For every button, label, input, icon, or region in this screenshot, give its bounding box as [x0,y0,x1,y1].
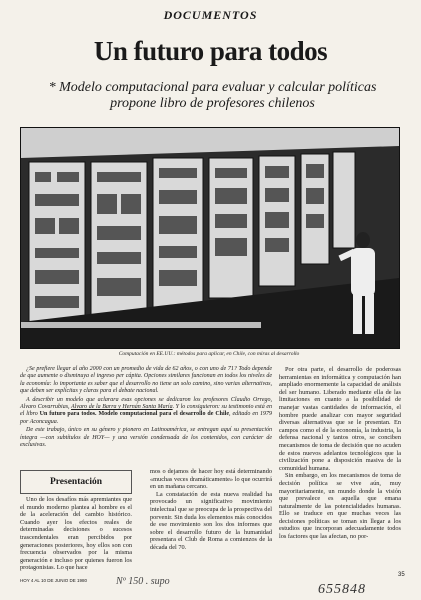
intro-paragraph-2 [20,397,272,427]
col1-paragraph: Uno de los desafíos más apremiantes que el mundo moderno plantea al hombre es el de la aceleración del cambio histórico. Cuando ayer los efectos reales de determinadas decisiones o sucesos trascendentales eran percibidos por generaciones posteriores, hoy ellos son con frecuencia observados por la misma generación e incluso por quienes fueron los protagonistas. Lo que hace [20,496,132,572]
computer-room-photo [20,127,400,349]
col3-paragraph-1: Por otra parte, el desarrollo de poderosas herramientas en informática y computación han ampliado enormemente la capacidad de análisis del ser humano. Liberado mediante ella de las limitaciones en cuanto a la posibilidad de manejar vastas cantidades de información, el hombre puede analizar con mayor seguridad diversas alternativas que se le presentan. En campos como el de la economía, la industria, la defensa nacional y tantos otros, se conciben mecanismos de toma de decisión que no acuden de estos nuevos adelantos tecnológicos que la civilización pone a disposición masiva de la comunidad humana. [279,366,401,472]
intro-text-2b: . Y lo consiguieron: su testimonio está en el libro [20,404,272,418]
column-1 [20,496,132,572]
section-heading-box: Presentación [20,470,132,494]
column-2 [150,468,272,552]
photo-illustration [21,128,399,348]
column-3 [279,366,401,541]
col2-paragraph-2: La constatación de esta nueva realidad ha provocado un significativo movimiento intelectual que se preocupa de la prospectiva del porvenir. Sin duda los elementos más conocidos de ese movimiento son los dos informes que sobre el desarrollo futuro de la humanidad presentara el Club de Roma a comienzos de la década del 70. [150,490,272,551]
book-title: Un futuro para todos. Modelo computacional para el desarrollo de Chile [39,411,229,418]
col3-paragraph-2: Sin embargo, en los mecanismos de toma de decisión política se vive aún, muy mayoritariamente, un mundo donde la visión que prevalece es aquella que emana naturalmente de las potencialidades humanas. Ello se traduce en que muchas veces las decisiones políticas se toman sin llegar a los estudios que incorporan adecuadamente todos los factores que las afectan, no por- [279,472,401,541]
intro-block [20,366,272,450]
page-title: Un futuro para todos [93,36,328,66]
section-kicker: DOCUMENTOS [163,8,258,22]
intro-paragraph-3 [20,427,272,449]
intro-text-2c: , editado en 1979 por Aconcagua. [20,411,272,425]
intro-authors: Alvaro de la Barra y Hernán Santa María [71,404,173,411]
subtitle: * Modelo computacional para evaluar y calcular políticas propone libro de profesores chilenos [48,80,377,111]
col2-paragraph-1: mos o dejamos de hacer hoy está determinando «muchas veces dramáticamente» lo que ocurrirá en un mañana cercano. [150,468,272,491]
intro-text-1: ¿Se prefiere llegar al año 2000 con un promedio de vida de 62 años, o con uno de 71? Todo depende de que aumente o disminuya el ingreso per cápita. Opciones similares funcionan en todos los niveles de la economía: lo importante es saber que el desarrollo no tiene un solo camino, sino varias alternativas, que deben ser explícitas y claras para el debate nacional. [20,366,272,395]
archive-stamp: 655848 [318,582,366,597]
intro-text-3: De este trabajo, único en su género y pionero en Latinoamérica, se entregan aquí su presentación íntegra —con subtítulos de HOY— y una versión condensada de los contenidos, con carácter de exclusivas. [20,427,272,449]
intro-paragraph-1 [20,366,272,396]
intro-text-2a: A describir un modelo que aclarara esas opciones se dedicaron los profesores Claudio Orrego, Alvaro Covarrubias, [20,396,272,411]
handwritten-note: Nº 150 . supo [116,576,170,587]
page-number: 35 [398,572,405,578]
issue-footer: HOY 4 AL 10 DE JUNIO DE 1980 [20,578,88,583]
photo-caption: Computación en EE.UU.: métodos para aplicar, en Chile, con miras al desarrollo [118,351,300,357]
